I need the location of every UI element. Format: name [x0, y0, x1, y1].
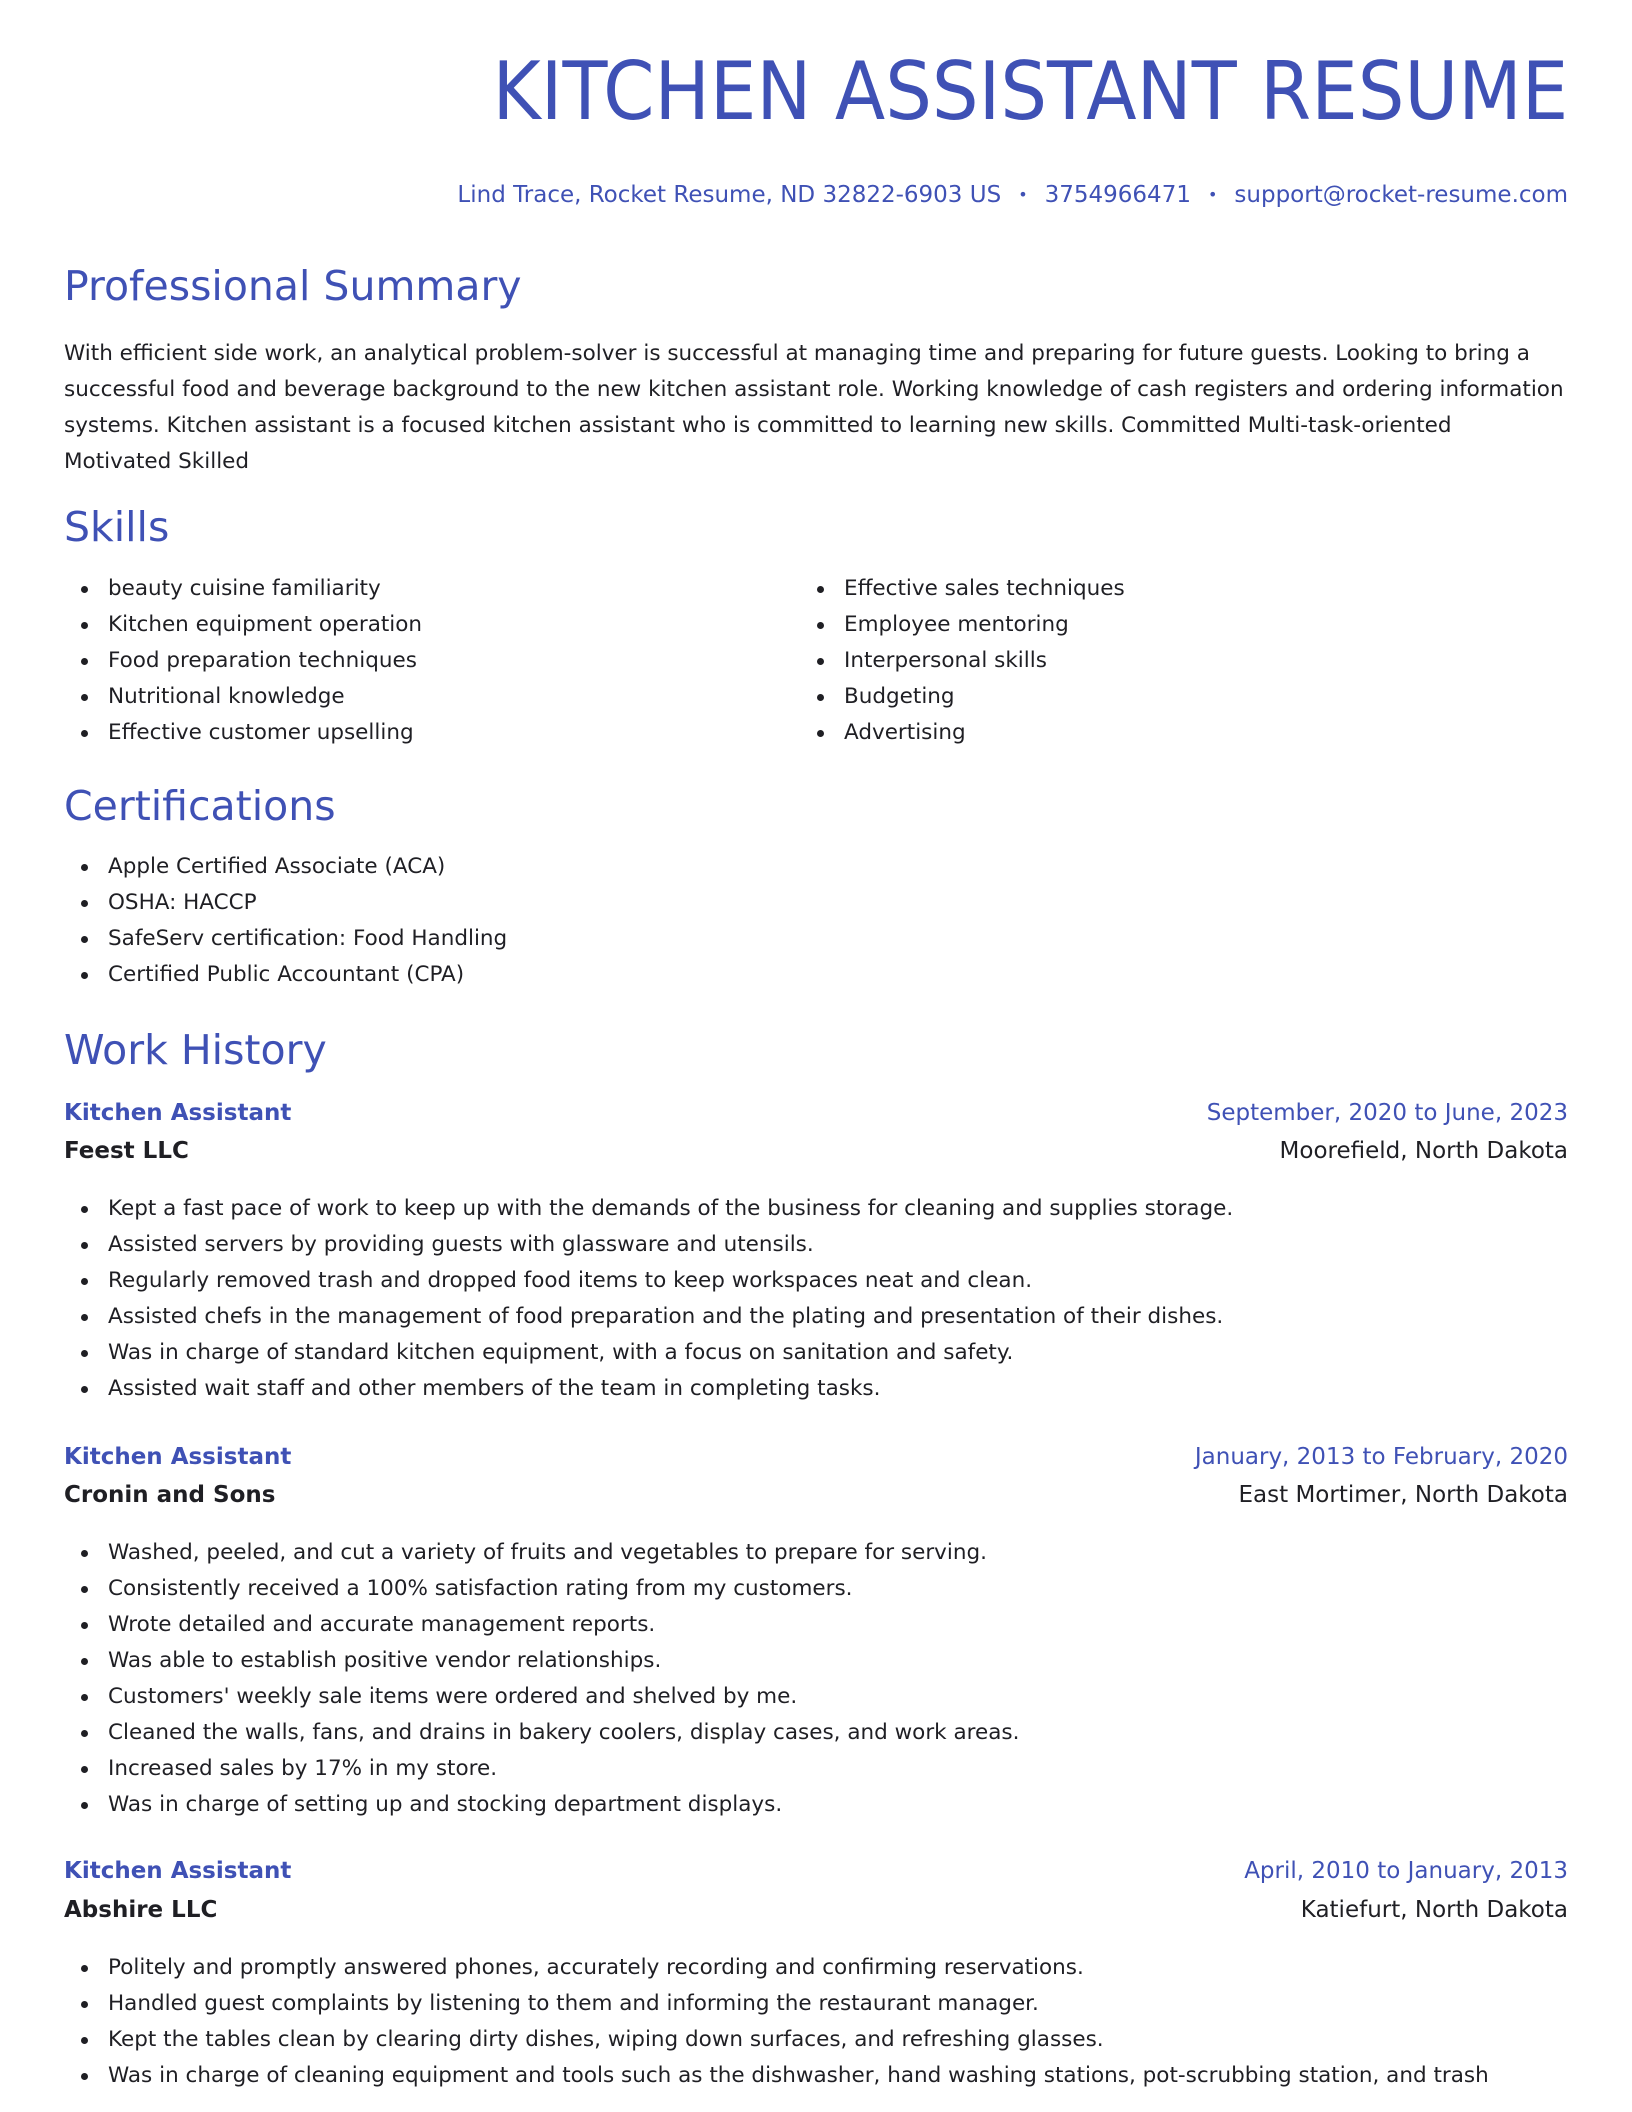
job-location: Katiefurt, North Dakota	[1300, 1897, 1568, 1923]
list-item: Politely and promptly answered phones, accurately recording and confirming reservations.	[64, 1950, 1489, 1986]
list-item: Cleaned the walls, fans, and drains in bakery coolers, display cases, and work areas.	[64, 1715, 1019, 1751]
job-title: Kitchen Assistant	[64, 1858, 292, 1884]
list-item: Wrote detailed and accurate management reports.	[64, 1607, 1019, 1643]
list-item: Assisted chefs in the management of food preparation and the plating and presentation of their dishes.	[64, 1299, 1233, 1335]
job-bullets	[64, 1950, 1489, 2094]
list-item: Advertising	[800, 715, 1125, 751]
job-dates: September, 2020 to June, 2023	[1206, 1100, 1568, 1126]
list-item: Increased sales by 17% in my store.	[64, 1751, 1019, 1787]
list-item: SafeServ certification: Food Handling	[64, 921, 507, 957]
section-heading-work-history: Work History	[64, 1026, 327, 1074]
list-item: Was in charge of standard kitchen equipment, with a focus on sanitation and safety.	[64, 1335, 1233, 1371]
job-location: East Mortimer, North Dakota	[1238, 1482, 1568, 1508]
list-item: Kept the tables clean by clearing dirty dishes, wiping down surfaces, and refreshing glasses.	[64, 2022, 1489, 2058]
summary-text: With efficient side work, an analytical problem-solver is successful at managing time and preparing for future guests. Looking to bring a successful food and beverage background to the new kitchen assistant role. Working knowledge of cash registers and ordering information systems. Kitchen assistant is a focused kitchen assistant who is committed to learning new skills. Committed Multi-task-oriented Motivated Skilled	[64, 341, 1564, 474]
list-item: Employee mentoring	[800, 607, 1125, 643]
list-item: Regularly removed trash and dropped food items to keep workspaces neat and clean.	[64, 1263, 1233, 1299]
job-bullets	[64, 1535, 1019, 1823]
list-item: Assisted wait staff and other members of the team in completing tasks.	[64, 1371, 1233, 1407]
list-item: Interpersonal skills	[800, 643, 1125, 679]
skills-list-left	[64, 571, 422, 751]
contact-address: Lind Trace, Rocket Resume, ND 32822-6903 US	[457, 182, 1002, 208]
list-item: Was in charge of cleaning equipment and tools such as the dishwasher, hand washing stations, pot-scrubbing station, and trash	[64, 2058, 1489, 2094]
list-item: Nutritional knowledge	[64, 679, 422, 715]
job-title: Kitchen Assistant	[64, 1100, 292, 1126]
list-item: Washed, peeled, and cut a variety of fruits and vegetables to prepare for serving.	[64, 1535, 1019, 1571]
job-dates: April, 2010 to January, 2013	[1244, 1858, 1568, 1884]
list-item: Consistently received a 100% satisfaction rating from my customers.	[64, 1571, 1019, 1607]
section-heading-skills: Skills	[64, 503, 170, 551]
job-company: Feest LLC	[64, 1138, 189, 1164]
section-heading-certifications: Certifications	[64, 782, 336, 830]
resume-title: KITCHEN ASSISTANT RESUME	[492, 45, 1568, 138]
list-item: beauty cuisine familiarity	[64, 571, 422, 607]
contact-phone: 3754966471	[1044, 182, 1191, 208]
contact-separator: •	[1207, 185, 1218, 204]
job-title: Kitchen Assistant	[64, 1444, 292, 1470]
list-item: Kept a fast pace of work to keep up with the demands of the business for cleaning and supplies storage.	[64, 1191, 1233, 1227]
list-item: Handled guest complaints by listening to them and informing the restaurant manager.	[64, 1986, 1489, 2022]
section-heading-summary: Professional Summary	[64, 262, 522, 310]
list-item: Apple Certified Associate (ACA)	[64, 849, 507, 885]
list-item: Was in charge of setting up and stocking department displays.	[64, 1787, 1019, 1823]
list-item: Assisted servers by providing guests with glassware and utensils.	[64, 1227, 1233, 1263]
job-company: Cronin and Sons	[64, 1482, 276, 1508]
job-company: Abshire LLC	[64, 1897, 218, 1923]
list-item: Customers' weekly sale items were ordered and shelved by me.	[64, 1679, 1019, 1715]
list-item: Food preparation techniques	[64, 643, 422, 679]
skills-list-right	[800, 571, 1125, 751]
list-item: Budgeting	[800, 679, 1125, 715]
list-item: Effective sales techniques	[800, 571, 1125, 607]
contact-line	[457, 182, 1568, 208]
job-bullets	[64, 1191, 1233, 1407]
list-item: Was able to establish positive vendor relationships.	[64, 1643, 1019, 1679]
contact-separator: •	[1018, 185, 1028, 204]
contact-email[interactable]: support@rocket-resume.com	[1234, 182, 1568, 208]
job-dates: January, 2013 to February, 2020	[1194, 1444, 1568, 1470]
list-item: Effective customer upselling	[64, 715, 422, 751]
certifications-list	[64, 849, 507, 993]
list-item: Kitchen equipment operation	[64, 607, 422, 643]
list-item: Certified Public Accountant (CPA)	[64, 957, 507, 993]
list-item: OSHA: HACCP	[64, 885, 507, 921]
job-location: Moorefield, North Dakota	[1279, 1138, 1568, 1164]
